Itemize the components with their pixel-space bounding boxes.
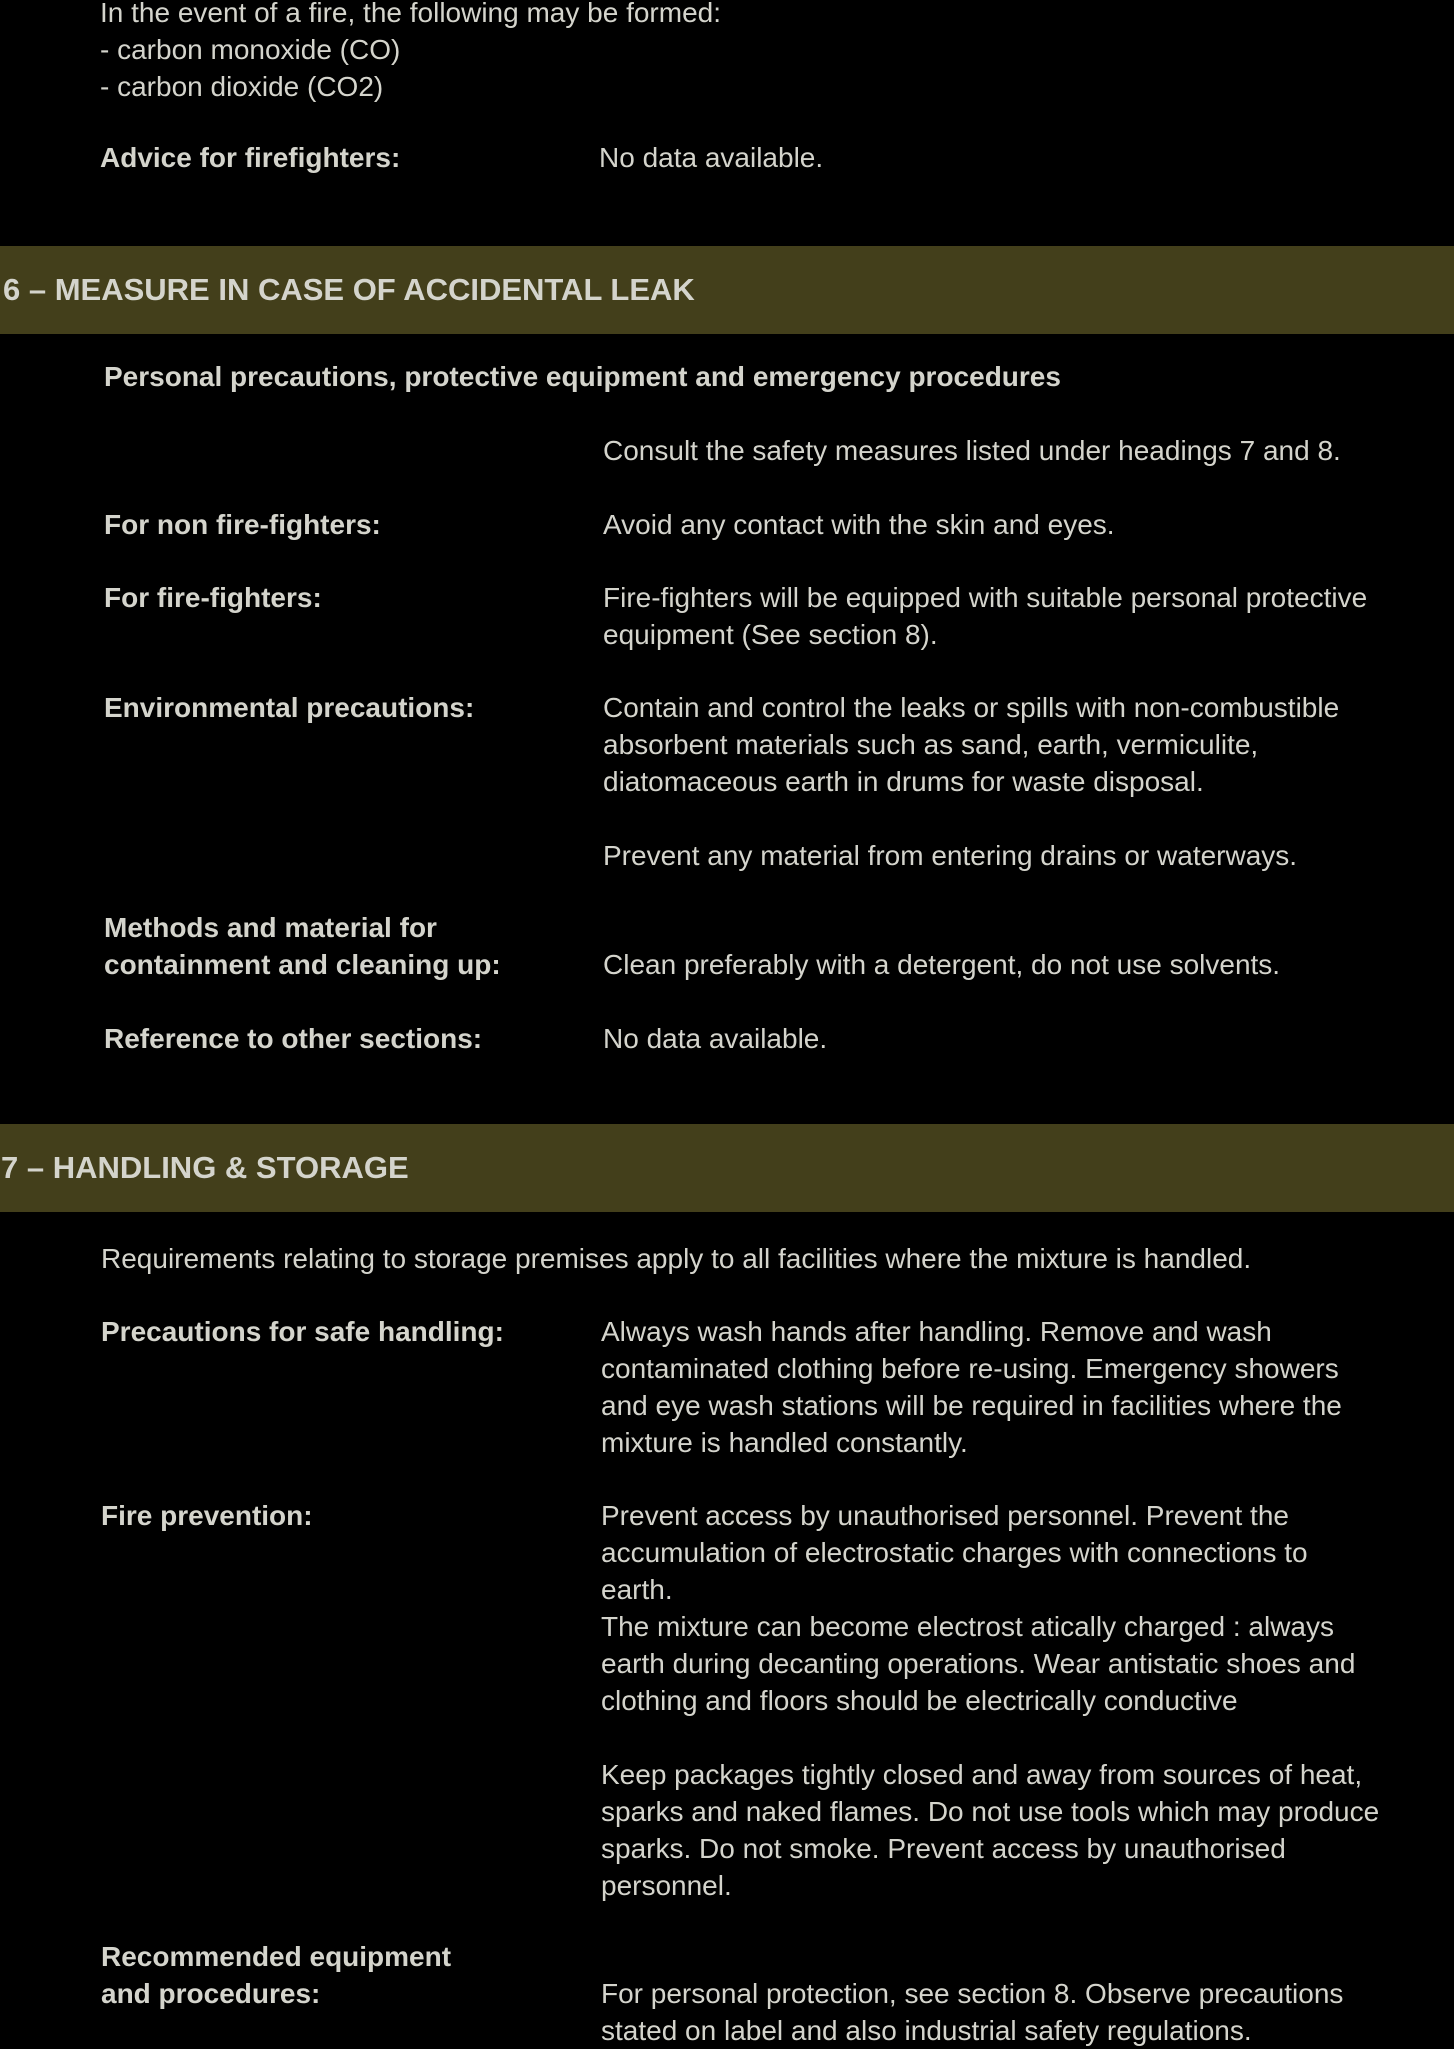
fire-prevention-line: earth. <box>601 1574 673 1605</box>
fire-prevention-line: clothing and floors should be electrically conductive <box>601 1685 1238 1716</box>
consult-text: Consult the safety measures listed under headings 7 and 8. <box>603 435 1341 466</box>
reference-label: Reference to other sections: <box>104 1023 483 1054</box>
reference-value: No data available. <box>603 1023 828 1054</box>
environmental-line: Contain and control the leaks or spills with non-combustible <box>603 692 1340 723</box>
fire-prevention-line: accumulation of electrostatic charges with connections to <box>601 1537 1308 1568</box>
safe-handling-line: and eye wash stations will be required in facilities where the <box>601 1390 1342 1421</box>
fire-fighters-label: For fire-fighters: <box>104 582 322 613</box>
fire-prevention-extra-line: sparks and naked flames. Do not use tools which may produce <box>601 1796 1380 1827</box>
fire-prevention-line: The mixture can become electrost atically charged : always <box>601 1611 1334 1642</box>
fire-product-co: - carbon monoxide (CO) <box>100 34 401 65</box>
fire-product-co2: - carbon dioxide (CO2) <box>100 71 384 102</box>
fire-prevention-extra-line: sparks. Do not smoke. Prevent access by unauthorised <box>601 1833 1286 1864</box>
equipment-label-line: Recommended equipment <box>101 1941 452 1972</box>
methods-label <box>104 909 501 983</box>
fire-prevention-line: earth during decanting operations. Wear antistatic shoes and <box>601 1648 1356 1679</box>
advice-label: Advice for firefighters: <box>100 142 401 173</box>
equipment-label <box>101 1938 451 2012</box>
methods-label-line: containment and cleaning up: <box>104 949 501 980</box>
non-fire-fighters-value: Avoid any contact with the skin and eyes. <box>603 509 1115 540</box>
fire-intro-text: In the event of a fire, the following may be formed: <box>100 0 722 28</box>
safe-handling-label: Precautions for safe handling: <box>101 1316 504 1347</box>
environmental-line: absorbent materials such as sand, earth, vermiculite, <box>603 729 1259 760</box>
environmental-extra: Prevent any material from entering drains or waterways. <box>603 840 1298 871</box>
spacer <box>601 1719 1454 1756</box>
safe-handling-value <box>601 1313 1454 1461</box>
fire-prevention-line: Prevent access by unauthorised personnel. Prevent the <box>601 1500 1289 1531</box>
section-7-banner <box>0 1124 1454 1212</box>
fire-prevention-label: Fire prevention: <box>101 1500 313 1531</box>
equipment-label-line: and procedures: <box>101 1978 321 2009</box>
fire-fighters-line: Fire-fighters will be equipped with suitable personal protective <box>603 582 1368 613</box>
fire-fighters-line: equipment (See section 8). <box>603 619 938 650</box>
equipment-line: stated on label and also industrial safety regulations. <box>601 2015 1252 2046</box>
safe-handling-line: mixture is handled constantly. <box>601 1427 968 1458</box>
safe-handling-line: Always wash hands after handling. Remove and wash <box>601 1316 1272 1347</box>
non-fire-fighters-label: For non fire-fighters: <box>104 509 381 540</box>
section-7-heading: 7 – HANDLING & STORAGE <box>1 1150 409 1185</box>
equipment-line: For personal protection, see section 8. Observe precautions <box>601 1978 1344 2009</box>
methods-label-line: Methods and material for <box>104 912 437 943</box>
environmental-value <box>603 689 1454 874</box>
fire-prevention-extra-line: Keep packages tightly closed and away from sources of heat, <box>601 1759 1363 1790</box>
storage-intro: Requirements relating to storage premises apply to all facilities where the mixture is handled. <box>101 1243 1252 1274</box>
section-6-banner <box>0 246 1454 334</box>
advice-value: No data available. <box>599 142 824 173</box>
personal-precautions-subheading: Personal precautions, protective equipment and emergency procedures <box>104 361 1061 392</box>
fire-prevention-extra-line: personnel. <box>601 1870 732 1901</box>
methods-value: Clean preferably with a detergent, do not use solvents. <box>603 949 1281 980</box>
fire-products-block <box>100 0 721 105</box>
equipment-value <box>601 1975 1454 2049</box>
fire-prevention-value <box>601 1497 1454 1904</box>
fire-fighters-value <box>603 579 1454 653</box>
spacer <box>603 800 1454 837</box>
safe-handling-line: contaminated clothing before re-using. Emergency showers <box>601 1353 1339 1384</box>
environmental-line: diatomaceous earth in drums for waste disposal. <box>603 766 1204 797</box>
environmental-label: Environmental precautions: <box>104 692 475 723</box>
section-6-heading: 6 – MEASURE IN CASE OF ACCIDENTAL LEAK <box>3 272 695 307</box>
